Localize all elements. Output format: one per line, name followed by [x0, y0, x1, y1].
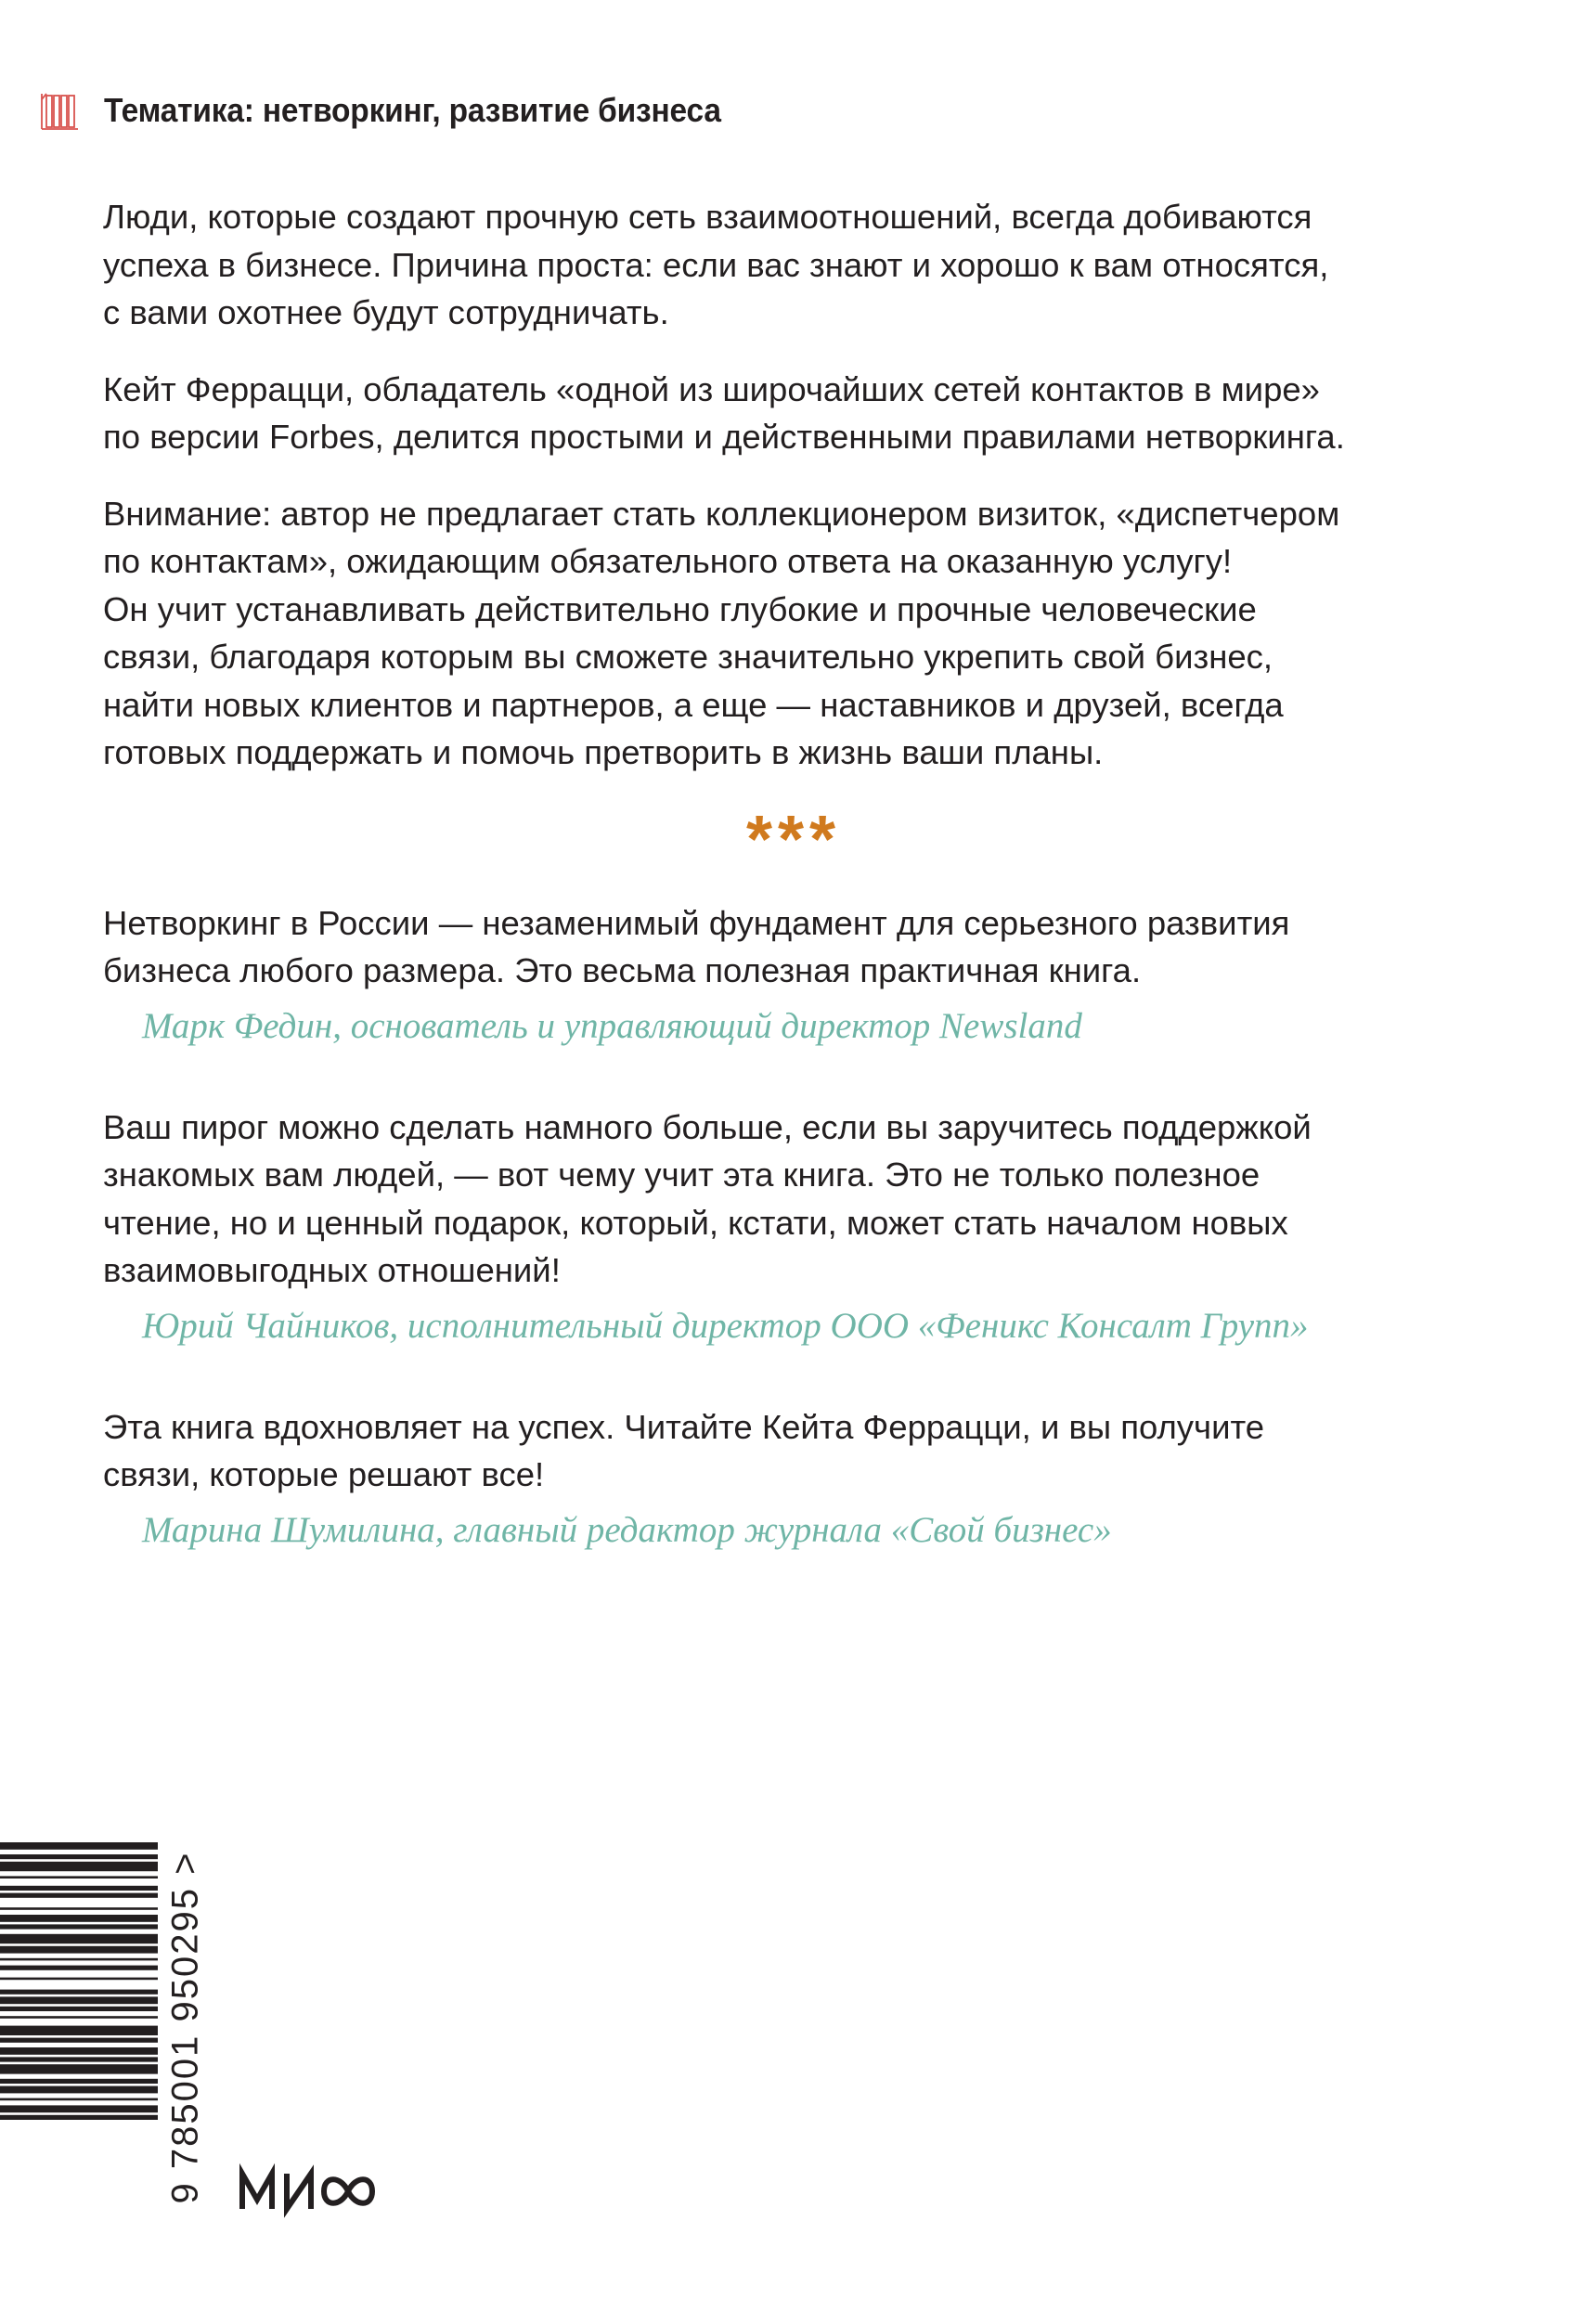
- barcode-bar: [0, 1886, 158, 1891]
- barcode-bar: [0, 1996, 158, 2004]
- topic-header: [39, 89, 768, 132]
- books-icon: [39, 90, 80, 131]
- quote-1: [103, 899, 1477, 1051]
- barcode-bar: [0, 1966, 158, 1970]
- barcode-bar: [0, 1924, 158, 1929]
- barcode-bar: [0, 1893, 158, 1898]
- barcode-bar: [0, 1990, 158, 1995]
- barcode-bar: [0, 2079, 158, 2084]
- text-line: Люди, которые создают прочную сеть взаимоотношений, всегда добиваются: [103, 198, 1312, 236]
- description-paragraph-3: [103, 490, 1477, 777]
- barcode-bar: [0, 2064, 158, 2073]
- text-line: по версии Forbes, делится простыми и действенными правилами нетворкинга.: [103, 418, 1345, 456]
- barcode-bar: [0, 1915, 158, 1922]
- barcode-bar: [0, 1842, 158, 1850]
- barcode-bar: [0, 2016, 158, 2019]
- mif-logo-icon: [237, 2163, 385, 2218]
- text-line: связи, которые решают все!: [103, 1455, 545, 1493]
- text-line: найти новых клиентов и партнеров, а еще — наставников и друзей, всегда: [103, 685, 1284, 724]
- text-line: Кейт Феррацци, обладатель «одной из широчайших сетей контактов в мире»: [103, 369, 1320, 408]
- text-line: Он учит устанавливать действительно глубокие и прочные человеческие: [103, 589, 1257, 628]
- text-line: успеха в бизнесе. Причина проста: если вас знают и хорошо к вам относятся,: [103, 245, 1329, 284]
- barcode-bar: [0, 1862, 158, 1871]
- isbn-digits: 9 785001 950295 >: [164, 1851, 206, 2204]
- separator-stars: ***: [745, 802, 842, 877]
- barcode-bar: [0, 2086, 158, 2094]
- text-line: взаимовыгодных отношений!: [103, 1251, 561, 1289]
- barcode-bar: [0, 2026, 158, 2035]
- barcode-bar: [0, 2105, 158, 2112]
- text-line: знакомых вам людей, — вот чему учит эта книга. Это не только полезное: [103, 1156, 1260, 1194]
- barcode-bar: [0, 1946, 158, 1954]
- text-line: бизнеса любого размера. Это весьма полезная практичная книга.: [103, 951, 1142, 989]
- barcode-bar: [0, 1907, 158, 1910]
- quote-attribution: Марк Федин, основатель и управляющий директор Newsland: [142, 1005, 1082, 1046]
- barcode-bar: [0, 2047, 158, 2055]
- barcode-bar: [0, 1978, 158, 1981]
- text-line: с вами охотнее будут сотрудничать.: [103, 293, 669, 331]
- description-paragraph-2: [103, 366, 1477, 461]
- text-line: чтение, но и ценный подарок, который, кстати, может стать началом новых: [103, 1203, 1288, 1242]
- text-line: по контактам», ожидающим обязательного ответа на оказанную услугу!: [103, 542, 1233, 580]
- back-cover-text: [103, 193, 1477, 1555]
- text-line: связи, благодаря которым вы сможете значительно укрепить свой бизнес,: [103, 638, 1273, 676]
- quote-text: [103, 1104, 1477, 1295]
- text-line: Внимание: автор не предлагает стать коллекционером визиток, «диспетчером: [103, 494, 1340, 533]
- text-line: Нетворкинг в России — незаменимый фундамент для серьезного развития: [103, 903, 1290, 942]
- barcode-bar: [0, 2098, 158, 2101]
- quote-2: [103, 1104, 1477, 1350]
- barcode-bar: [0, 2057, 158, 2061]
- barcode-bar: [0, 2007, 158, 2011]
- text-line: готовых поддержать и помочь претворить в жизнь ваши планы.: [103, 733, 1104, 771]
- quote-3: [103, 1403, 1477, 1555]
- quote-text: [103, 1403, 1477, 1499]
- text-line: Ваш пирог можно сделать намного больше, если вы заручитесь поддержкой: [103, 1107, 1312, 1146]
- quote-text: [103, 899, 1477, 995]
- quote-attribution: Юрий Чайников, исполнительный директор ООО «Феникс Консалт Групп»: [142, 1305, 1309, 1346]
- barcode-bar: [0, 2038, 158, 2043]
- barcode-bar: [0, 1958, 158, 1961]
- text-line: Эта книга вдохновляет на успех. Читайте Кейта Феррацци, и вы получите: [103, 1407, 1265, 1446]
- barcode-bar: [0, 2115, 158, 2120]
- barcode-bar: [0, 1934, 158, 1943]
- description-paragraph-1: [103, 193, 1477, 337]
- barcode-bar: [0, 1854, 158, 1859]
- isbn-barcode: [0, 1842, 186, 2214]
- quote-attribution: Марина Шумилина, главный редактор журнала «Свой бизнес»: [142, 1509, 1112, 1550]
- topic-label: Тематика: нетворкинг, развитие бизнеса: [104, 91, 721, 129]
- barcode-bar: [0, 1876, 158, 1879]
